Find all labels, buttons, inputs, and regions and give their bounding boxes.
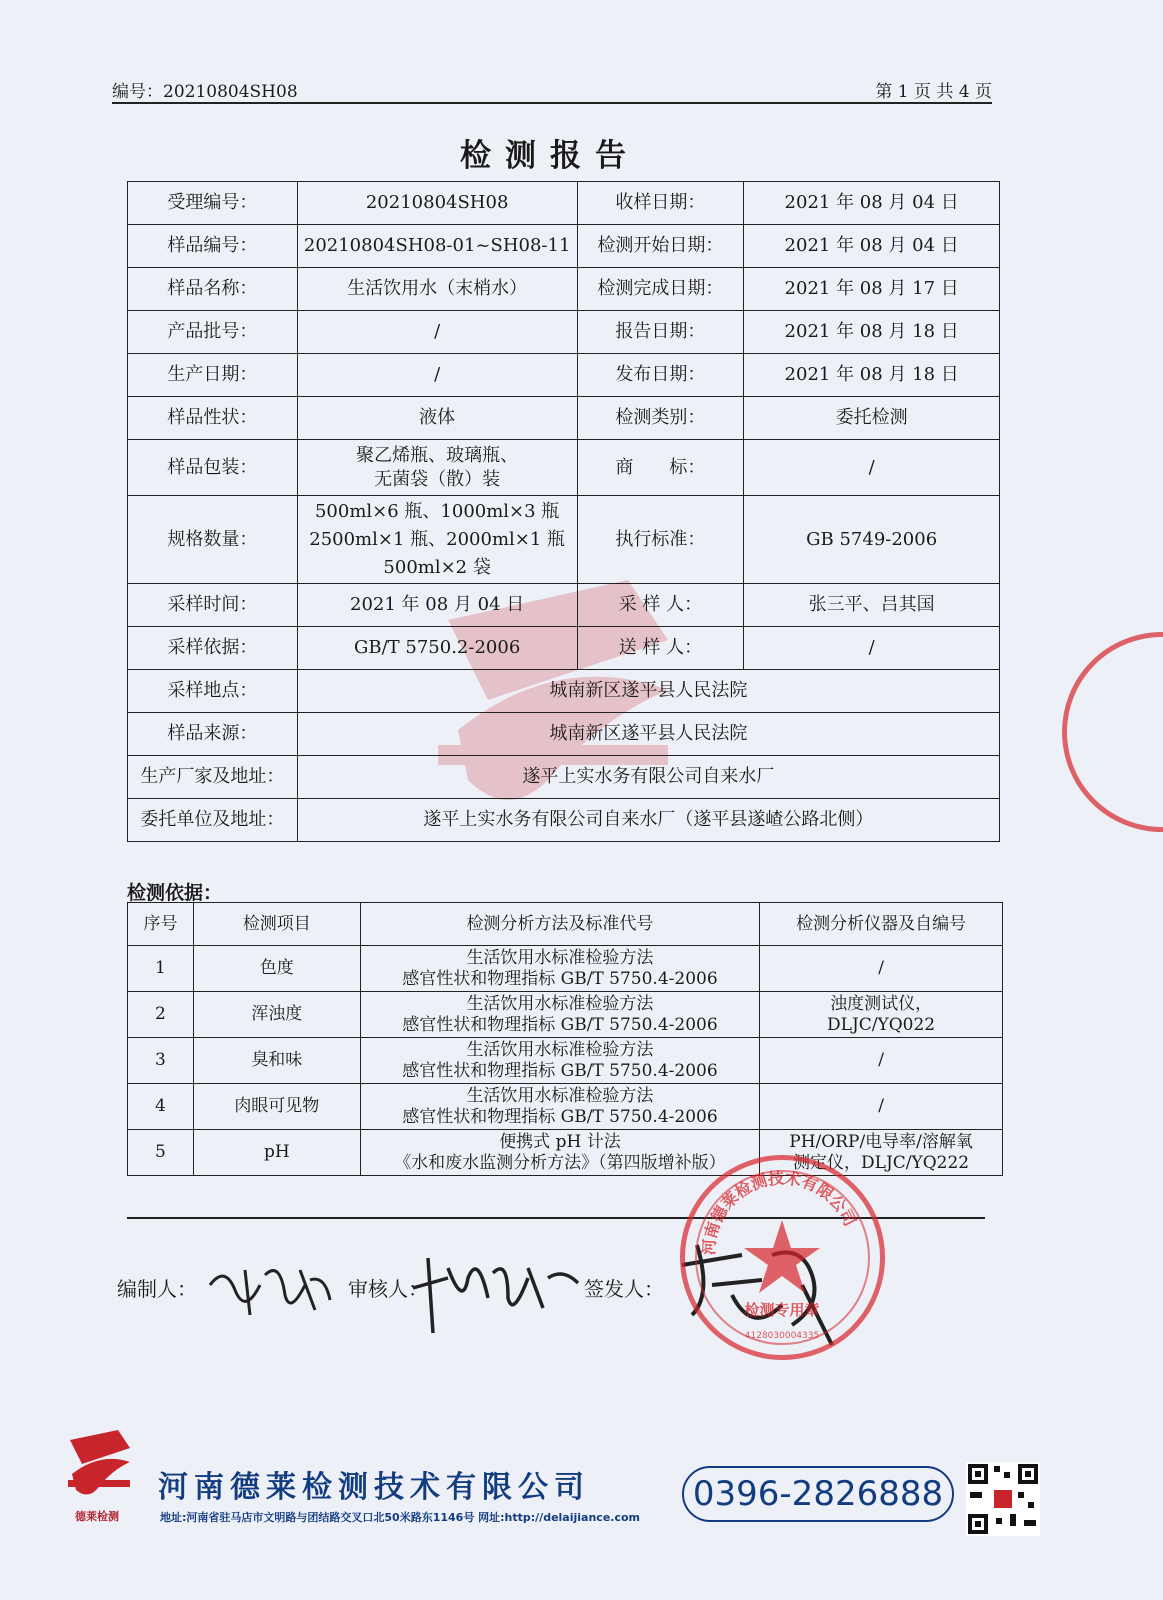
field-label: 检测开始日期： [577, 225, 744, 268]
field-value: / [297, 311, 577, 354]
method-line: 感官性状和物理指标 GB/T 5750.4-2006 [402, 1060, 718, 1081]
field-value: 遂平上实水务有限公司自来水厂（遂平县遂嵖公路北侧） [297, 799, 999, 842]
field-value: 20210804SH08-01~SH08-11 [297, 225, 577, 268]
value-line: 无菌袋（散）装 [374, 468, 501, 490]
reviewer-signature [408, 1248, 588, 1338]
table-row [128, 440, 1000, 496]
instrument-line: 测定仪，DLJC/YQ222 [793, 1152, 970, 1173]
field-label: 样品来源： [128, 713, 298, 756]
method-line: 感官性状和物理指标 GB/T 5750.4-2006 [402, 1106, 718, 1127]
detection-basis-table [127, 902, 1003, 1176]
field-label: 生产厂家及地址： [128, 756, 298, 799]
company-address: 地址:河南省驻马店市文明路与团结路交叉口北50米路东1146号 网址:http://delaijiance.com [160, 1511, 640, 1524]
field-label: 商 标： [577, 440, 744, 496]
page-indicator: 第 1 页 共 4 页 [875, 82, 992, 102]
table-row [128, 992, 1003, 1038]
field-value: 2021 年 08 月 04 日 [744, 182, 1000, 225]
table-row [128, 225, 1000, 268]
field-label: 采 样 人： [577, 584, 744, 627]
svg-text:河南德莱检测技术有限公司: 河南德莱检测技术有限公司 [699, 1168, 860, 1256]
table-cell [760, 946, 1003, 992]
column-header: 检测分析仪器及自编号 [760, 903, 1003, 946]
company-phone: 0396-2826888 [682, 1466, 954, 1522]
table-cell: 2 [128, 992, 194, 1038]
table-row [128, 397, 1000, 440]
method-line: 感官性状和物理指标 GB/T 5750.4-2006 [402, 1014, 718, 1035]
method-line: 便携式 pH 计法 [499, 1131, 621, 1152]
field-value [297, 496, 577, 584]
method-line: 生活饮用水标准检验方法 [466, 1085, 654, 1106]
instrument-line: / [878, 1096, 884, 1116]
field-value: 2021 年 08 月 04 日 [744, 225, 1000, 268]
field-value: / [744, 627, 1000, 670]
column-header: 序号 [128, 903, 194, 946]
basis-title: 检测依据： [127, 882, 223, 904]
table-row [128, 670, 1000, 713]
field-label: 发布日期： [577, 354, 744, 397]
field-label: 生产日期： [128, 354, 298, 397]
field-label: 采样时间： [128, 584, 298, 627]
column-header: 检测项目 [193, 903, 360, 946]
table-row [128, 713, 1000, 756]
qr-code-icon [966, 1462, 1040, 1536]
table-cell: 3 [128, 1038, 194, 1084]
method-line: 生活饮用水标准检验方法 [466, 993, 654, 1014]
value-line: 聚乙烯瓶、玻璃瓶、 [356, 444, 519, 466]
table-cell: pH [193, 1130, 360, 1176]
method-line: 生活饮用水标准检验方法 [466, 1039, 654, 1060]
field-label: 产品批号： [128, 311, 298, 354]
field-value: 2021 年 08 月 04 日 [297, 584, 577, 627]
instrument-line: PH/ORP/电导率/溶解氧 [789, 1131, 973, 1152]
field-value: 委托检测 [744, 397, 1000, 440]
field-label: 样品性状： [128, 397, 298, 440]
instrument-line: 浊度测试仪， [830, 993, 933, 1014]
value-line: 2500ml×1 瓶、2000ml×1 瓶 [309, 528, 566, 550]
field-value: 20210804SH08 [297, 182, 577, 225]
table-cell [760, 1038, 1003, 1084]
field-label: 受理编号： [128, 182, 298, 225]
method-line: 《水和废水监测分析方法》（第四版增补版） [394, 1152, 726, 1173]
seal-star-icon [685, 1160, 880, 1355]
field-value: 2021 年 08 月 18 日 [744, 311, 1000, 354]
field-label: 采样地点： [128, 670, 298, 713]
table-row [128, 756, 1000, 799]
field-label: 样品编号： [128, 225, 298, 268]
svg-text:4128030004335: 4128030004335 [744, 1331, 820, 1341]
table-cell [760, 992, 1003, 1038]
field-value: 2021 年 08 月 18 日 [744, 354, 1000, 397]
report-header [112, 74, 992, 104]
value-line: 500ml×6 瓶、1000ml×3 瓶 [314, 500, 560, 522]
table-cell [360, 946, 759, 992]
instrument-line: / [878, 958, 884, 978]
company-seal [680, 1155, 885, 1360]
field-value: / [297, 354, 577, 397]
field-label: 报告日期： [577, 311, 744, 354]
table-cell [760, 1084, 1003, 1130]
field-label: 收样日期： [577, 182, 744, 225]
table-row [128, 1038, 1003, 1084]
table-cell: 5 [128, 1130, 194, 1176]
field-value: 张三平、吕其国 [744, 584, 1000, 627]
table-cell [360, 1038, 759, 1084]
compiler-label: 编制人： [117, 1277, 197, 1301]
field-label: 样品包装： [128, 440, 298, 496]
table-cell: 色度 [193, 946, 360, 992]
report-serial: 编号：20210804SH08 [112, 82, 298, 102]
table-row [128, 496, 1000, 584]
table-cell: 1 [128, 946, 194, 992]
instrument-line: / [878, 1050, 884, 1070]
field-value: 液体 [297, 397, 577, 440]
svg-text:检测专用章: 检测专用章 [744, 1301, 820, 1319]
table-row [128, 584, 1000, 627]
reviewer-label: 审核人： [348, 1277, 428, 1301]
field-value: 遂平上实水务有限公司自来水厂 [297, 756, 999, 799]
field-label: 检测完成日期： [577, 268, 744, 311]
field-label: 规格数量： [128, 496, 298, 584]
table-header-row [128, 903, 1003, 946]
column-header: 检测分析方法及标准代号 [360, 903, 759, 946]
seam-seal [1062, 632, 1163, 832]
field-value: 2021 年 08 月 17 日 [744, 268, 1000, 311]
field-label: 送 样 人： [577, 627, 744, 670]
table-row [128, 627, 1000, 670]
field-value: GB/T 5750.2-2006 [297, 627, 577, 670]
report-title: 检测报告 [460, 138, 640, 174]
instrument-line: DLJC/YQ022 [827, 1014, 936, 1035]
table-row [128, 182, 1000, 225]
table-cell: 4 [128, 1084, 194, 1130]
compiler-signature [205, 1255, 335, 1325]
sample-info-table [127, 181, 1000, 842]
field-label: 检测类别： [577, 397, 744, 440]
company-name: 河南德莱检测技术有限公司 [158, 1470, 590, 1505]
value-line: 500ml×2 袋 [383, 556, 491, 578]
table-row [128, 354, 1000, 397]
table-cell: 浑浊度 [193, 992, 360, 1038]
table-cell: 臭和味 [193, 1038, 360, 1084]
field-label: 委托单位及地址： [128, 799, 298, 842]
table-cell [360, 992, 759, 1038]
field-label: 执行标准： [577, 496, 744, 584]
logo-caption: 德莱检测 [75, 1510, 119, 1523]
field-label: 样品名称： [128, 268, 298, 311]
table-row [128, 1084, 1003, 1130]
method-line: 生活饮用水标准检验方法 [466, 947, 654, 968]
company-logo-icon [66, 1430, 134, 1510]
table-row [128, 946, 1003, 992]
field-value: 城南新区遂平县人民法院 [297, 713, 999, 756]
table-cell: 肉眼可见物 [193, 1084, 360, 1130]
table-row [128, 311, 1000, 354]
table-row [128, 799, 1000, 842]
field-value: / [744, 440, 1000, 496]
table-row [128, 268, 1000, 311]
field-label: 采样依据： [128, 627, 298, 670]
table-cell [360, 1084, 759, 1130]
method-line: 感官性状和物理指标 GB/T 5750.4-2006 [402, 968, 718, 989]
field-value: 城南新区遂平县人民法院 [297, 670, 999, 713]
issuer-label: 签发人： [584, 1277, 664, 1301]
field-value [297, 440, 577, 496]
field-value: GB 5749-2006 [744, 496, 1000, 584]
field-value: 生活饮用水（末梢水） [297, 268, 577, 311]
